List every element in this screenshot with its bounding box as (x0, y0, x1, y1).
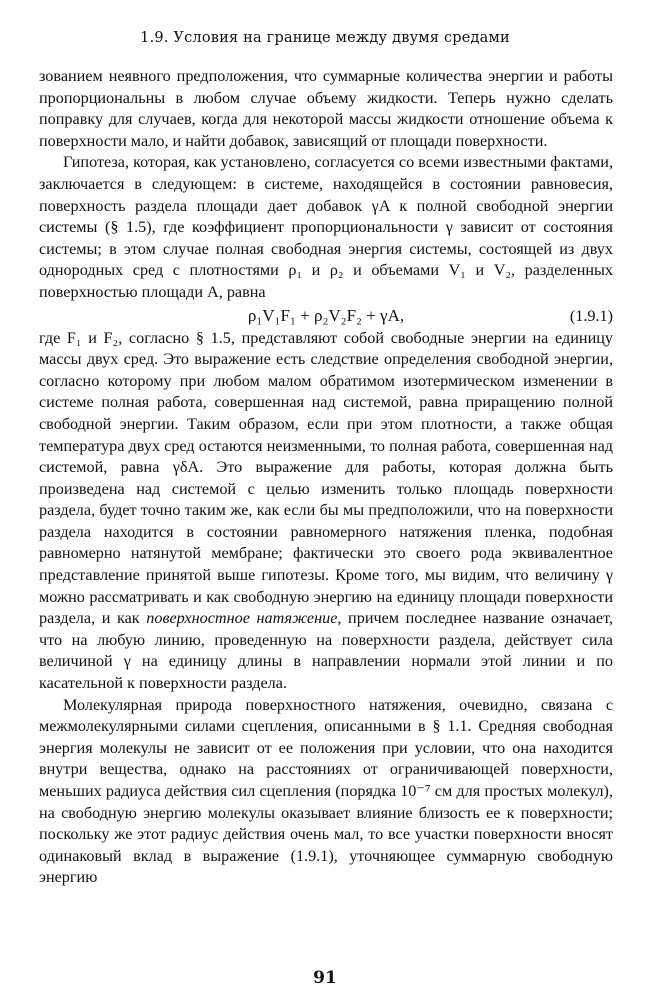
page-number: 91 (313, 968, 337, 988)
running-header: 1.9. Условия на границе между двумя средами (140, 30, 510, 46)
paragraph-free-energy (39, 328, 613, 695)
paragraph-free-energy-text: где F₁ и F₂, согласно § 1.5, представляют собой свободные энергии на единицу массы двух сред. Это выражение есть следствие определения свободной энергии, согласно которому при любом малом обратимом изотермическом изменении в системе полная работа, совершенная над системой, равна приращению полной свободной энергии. Таким образом, если при этом плотности, а также общая температура двух сред остаются неизменными, то полная работа, совершенная над системой, равна γδA. Это выражение для работы, которая должна быть произведена над системой с целью изменить только площадь поверхности раздела, будет точно таким же, как если бы мы предположили, что на поверхности раздела находится в состоянии равномерного натяжения пленка, подобная равномерно натянутой мембране; фактически это своего рода эквивалентное представление принятой выше гипотезы. Кроме того, мы видим, что величину γ можно рассматривать и как свободную энергию на единицу площади поверхности раздела, и как (39, 328, 613, 628)
equation-1-9-1 (39, 304, 613, 328)
paragraph-continuation: зованием неявного предположения, что суммарные количества энергии и работы пропорциональны в любом случае объему жидкости. Теперь нужно сделать поправку для случаев, когда для некоторой массы жидкости отношение объема к поверхности мало, и найти добавок, зависящий от площади поверхности. (39, 67, 613, 150)
paragraph-hypothesis: Гипотеза, которая, как установлено, согласуется со всеми известными фактами, заключается в следующем: в системе, находящейся в состоянии равновесия, поверхность раздела площади дает добавок γA к полной свободной энергии системы (§ 1.5), где коэффициент пропорциональности γ зависит от состояния системы; в этом случае полная свободная энергия системы, состоящей из двух однородных сред с плотностями ρ₁ и ρ₂ и объемами V₁ и V₂, разделенных поверхностью площади A, равна (39, 153, 613, 301)
equation-number: (1.9.1) (569, 306, 613, 325)
body-text (39, 66, 613, 889)
term-surface-tension: поверхностное натяжение (146, 609, 338, 628)
equation-expression: ρ₁V₁F₁ + ρ₂V₂F₂ + γA, (247, 305, 405, 325)
paragraph-molecular-nature: Молекулярная природа поверхностного натяжения, очевидно, связана с межмолекулярными силами сцепления, описанными в § 1.1. Средняя свободная энергия молекулы не зависит от ее положения при условии, что она находится внутри вещества, однако на расстояниях от ограничивающей поверхности, меньших радиуса действия сил сцепления (порядка 10⁻⁷ см для простых молекул), на свободную энергию молекулы оказывает влияние близость ее к поверхности; поскольку же этот радиус действия очень мал, то все участки поверхности вносят одинаковый вклад в выражение (1.9.1), уточняющее суммарную свободную энергию (39, 695, 613, 887)
paragraph-free-energy-tail: , причем последнее название означает, что на любую линию, проведенную на поверхности раздела, действует сила величиной γ на единицу длины в направлении нормали этой линии и по касательной к поверхности раздела. (39, 609, 613, 693)
